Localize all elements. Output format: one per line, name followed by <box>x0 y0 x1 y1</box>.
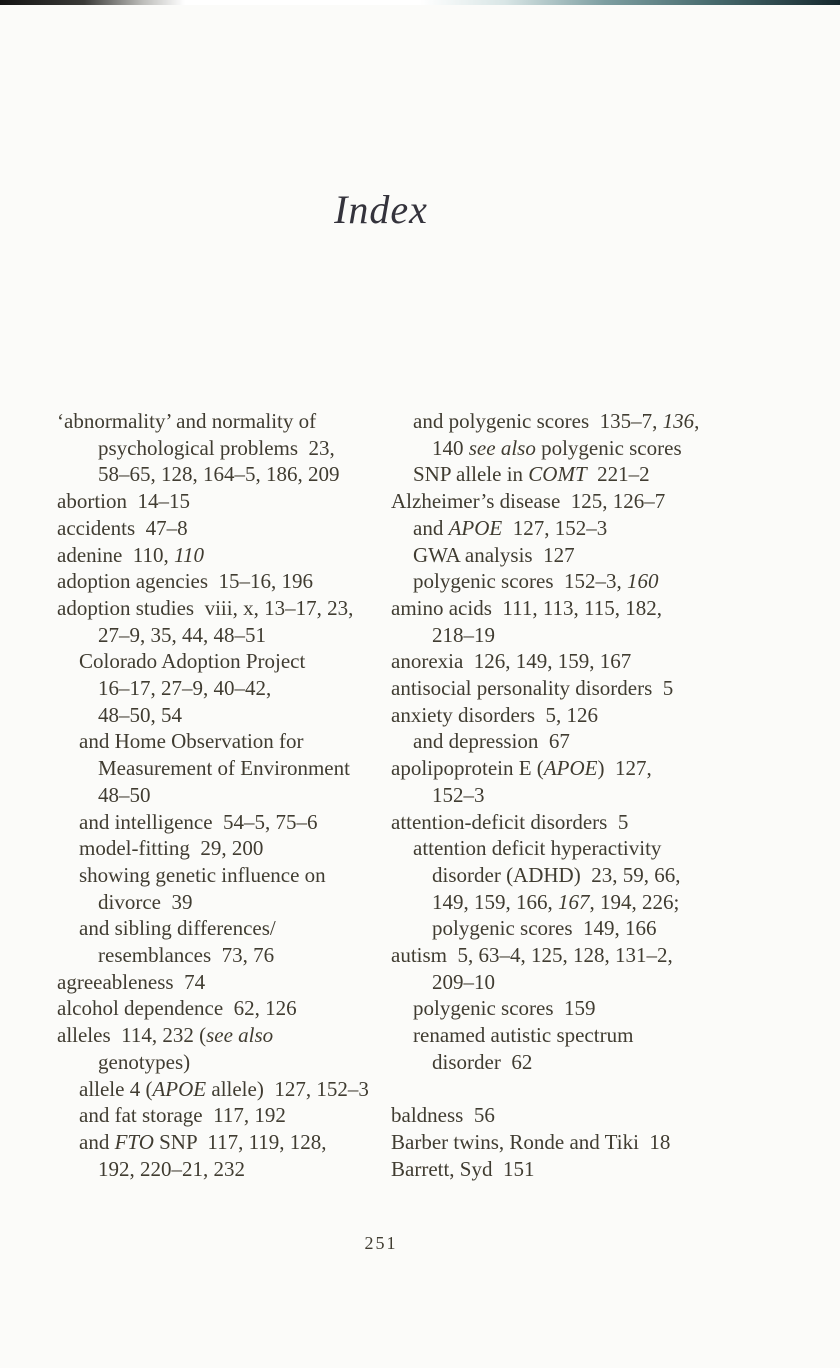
text: SNP 117, 119, 128, <box>153 1129 327 1154</box>
italic-text: 110 <box>174 542 204 567</box>
text: polygenic scores <box>535 435 682 460</box>
index-line <box>57 488 392 515</box>
index-line <box>57 408 392 435</box>
text: amino acids 111, 113, 115, 182, <box>391 595 663 620</box>
text: Barber twins, Ronde and Tiki 18 <box>391 1129 671 1154</box>
index-line <box>391 809 773 836</box>
index-line <box>391 488 773 515</box>
text: Measurement of Environment <box>98 756 350 781</box>
text: and Home Observation for <box>79 729 304 754</box>
text: 140 <box>432 435 469 460</box>
index-line <box>391 568 773 595</box>
text: polygenic scores 152–3, <box>413 569 628 594</box>
text: disorder (ADHD) 23, 59, 66, <box>432 862 681 887</box>
italic-text: APOE <box>152 1076 207 1101</box>
index-line <box>391 1156 773 1183</box>
index-line <box>391 408 773 435</box>
text: 149, 159, 166, <box>432 889 558 914</box>
index-line <box>57 969 392 996</box>
index-line <box>57 889 392 916</box>
italic-text: FTO <box>114 1129 154 1154</box>
text: divorce 39 <box>98 889 193 914</box>
index-line <box>391 622 773 649</box>
index-line <box>57 728 392 755</box>
index-line <box>57 995 392 1022</box>
index-line <box>57 1049 392 1076</box>
index-line <box>57 1022 392 1049</box>
index-column-right <box>391 408 773 1182</box>
text: and polygenic scores 135–7, <box>413 409 663 433</box>
text: disorder 62 <box>432 1049 533 1074</box>
italic-text: APOE <box>543 756 598 781</box>
text: 58–65, 128, 164–5, 186, 209 <box>98 462 340 487</box>
text: polygenic scores 149, 166 <box>432 916 657 941</box>
index-line <box>391 515 773 542</box>
index-line <box>57 542 392 569</box>
index-column-left <box>57 408 392 1182</box>
text: 221–2 <box>586 462 650 487</box>
italic-text: 136 <box>662 409 695 433</box>
index-line <box>57 1156 392 1183</box>
index-line <box>57 755 392 782</box>
text: and intelligence 54–5, 75–6 <box>79 809 318 834</box>
page-number: 251 <box>364 1233 398 1253</box>
index-line <box>57 782 392 809</box>
index-line <box>391 1049 773 1076</box>
text: attention deficit hyperactivity <box>413 836 662 861</box>
italic-text: APOE <box>448 515 503 540</box>
text: renamed autistic spectrum <box>413 1023 634 1048</box>
index-line <box>391 942 773 969</box>
italic-text: 167 <box>558 889 590 914</box>
index-line <box>57 515 392 542</box>
index-line <box>391 1102 773 1129</box>
index-line <box>57 1076 392 1103</box>
text: 209–10 <box>432 969 495 994</box>
text: 218–19 <box>432 622 495 647</box>
text: , 194, 226; <box>589 889 680 914</box>
text: adenine 110, <box>57 542 175 567</box>
text: accidents 47–8 <box>57 515 188 540</box>
text: 192, 220–21, 232 <box>98 1156 245 1181</box>
index-line <box>391 889 773 916</box>
index-line <box>57 648 392 675</box>
index-blank-line <box>391 1076 773 1103</box>
index-line <box>391 862 773 889</box>
text: ) 127, <box>597 756 652 781</box>
index-line <box>391 915 773 942</box>
text: 48–50, 54 <box>98 702 182 727</box>
text: 152–3 <box>432 782 485 807</box>
text: genotypes) <box>98 1049 191 1074</box>
index-line <box>391 969 773 996</box>
index-line <box>57 702 392 729</box>
text: psychological problems 23, <box>98 435 335 460</box>
index-line <box>391 1129 773 1156</box>
index-line <box>57 835 392 862</box>
text: autism 5, 63–4, 125, 128, 131–2, <box>391 943 673 968</box>
text: 127, 152–3 <box>502 515 608 540</box>
text: adoption agencies 15–16, 196 <box>57 569 314 594</box>
scan-edge-artifact <box>0 0 840 5</box>
text: GWA analysis 127 <box>413 542 575 567</box>
text: agreeableness 74 <box>57 969 206 994</box>
text: polygenic scores 159 <box>413 996 596 1021</box>
index-line <box>391 995 773 1022</box>
text: Colorado Adoption Project <box>79 649 306 674</box>
index-line <box>57 942 392 969</box>
index-line <box>57 595 392 622</box>
index-line <box>57 862 392 889</box>
index-line <box>57 1129 392 1156</box>
text: Alzheimer’s disease 125, 126–7 <box>391 489 666 514</box>
index-line <box>57 1102 392 1129</box>
index-line <box>57 461 392 488</box>
text: and fat storage 117, 192 <box>79 1103 286 1128</box>
text: and <box>413 515 449 540</box>
text: showing genetic influence on <box>79 862 326 887</box>
text: 16–17, 27–9, 40–42, <box>98 676 272 701</box>
index-line <box>391 1022 773 1049</box>
text: attention-deficit disorders 5 <box>391 809 629 834</box>
index-line <box>391 835 773 862</box>
page-title: Index <box>334 187 428 232</box>
index-line <box>391 595 773 622</box>
text: SNP allele in <box>413 462 529 487</box>
text: adoption studies viii, x, 13–17, 23, <box>57 595 354 620</box>
index-line <box>391 461 773 488</box>
index-line <box>391 542 773 569</box>
text: ‘abnormality’ and normality of <box>57 409 317 433</box>
text: antisocial personality disorders 5 <box>391 676 674 701</box>
text: alleles 114, 232 ( <box>57 1023 207 1048</box>
italic-text: see also <box>206 1023 274 1048</box>
text: abortion 14–15 <box>57 489 190 514</box>
text: allele 4 ( <box>79 1076 153 1101</box>
text: Barrett, Syd 151 <box>391 1156 535 1181</box>
text: and depression 67 <box>413 729 570 754</box>
italic-text: 160 <box>627 569 659 594</box>
index-line <box>57 809 392 836</box>
text: alcohol dependence 62, 126 <box>57 996 297 1021</box>
italic-text: COMT <box>528 462 587 487</box>
index-line <box>391 435 773 462</box>
text: allele) 127, 152–3 <box>206 1076 369 1101</box>
index-line <box>57 622 392 649</box>
text: anorexia 126, 149, 159, 167 <box>391 649 632 674</box>
text: model-fitting 29, 200 <box>79 836 264 861</box>
text: and <box>79 1129 115 1154</box>
text: and sibling differences/ <box>79 916 276 941</box>
text: 27–9, 35, 44, 48–51 <box>98 622 266 647</box>
index-line <box>391 755 773 782</box>
index-line <box>57 915 392 942</box>
index-line <box>57 675 392 702</box>
text: apolipoprotein E ( <box>391 756 544 781</box>
index-line <box>57 435 392 462</box>
text: baldness 56 <box>391 1103 495 1128</box>
text: anxiety disorders 5, 126 <box>391 702 599 727</box>
index-line <box>391 728 773 755</box>
italic-text: see also <box>468 435 536 460</box>
text: resemblances 73, 76 <box>98 943 275 968</box>
index-line <box>391 782 773 809</box>
index-line <box>391 675 773 702</box>
index-line <box>391 702 773 729</box>
text: , <box>694 409 700 433</box>
index-line <box>57 568 392 595</box>
index-line <box>391 648 773 675</box>
text: 48–50 <box>98 782 151 807</box>
